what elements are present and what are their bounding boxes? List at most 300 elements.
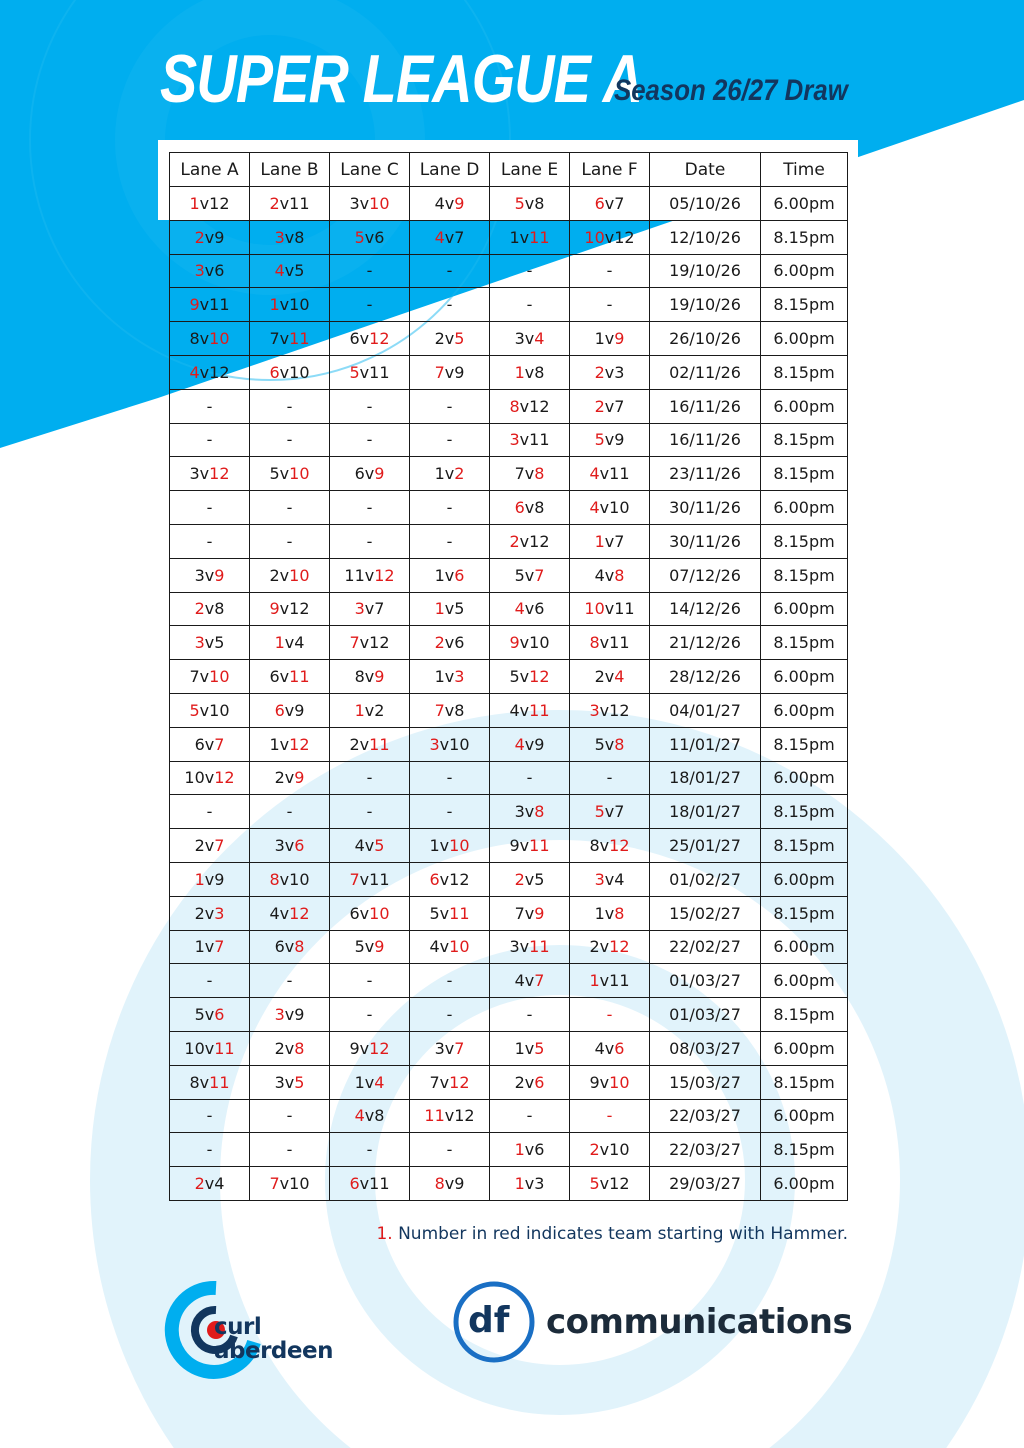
- team-a: 3: [274, 227, 285, 247]
- team-b: 5: [294, 1072, 305, 1092]
- team-a: 1: [269, 295, 280, 315]
- cell-lane-f: [570, 1031, 650, 1065]
- team-b: 12: [529, 531, 550, 551]
- cell-lane-f: [570, 1133, 650, 1167]
- team-a: 2: [194, 599, 205, 619]
- team-b: 7: [214, 937, 225, 957]
- versus: v: [524, 1140, 535, 1160]
- team-a: 5: [189, 700, 200, 720]
- cell-time: 8.15pm: [761, 626, 848, 660]
- cell-lane-d: [410, 322, 490, 356]
- team-a: 6: [349, 329, 360, 349]
- team-a: 1: [429, 836, 440, 856]
- empty-fixture: -: [526, 295, 533, 315]
- team-a: 1: [434, 464, 445, 484]
- team-a: 7: [349, 633, 360, 653]
- cell-lane-f: [570, 389, 650, 423]
- versus: v: [279, 599, 290, 619]
- versus: v: [279, 869, 290, 889]
- empty-fixture: -: [606, 1005, 613, 1025]
- team-b: 4: [614, 667, 625, 687]
- versus: v: [284, 633, 295, 653]
- team-a: 1: [589, 971, 600, 991]
- team-a: 6: [349, 903, 360, 923]
- team-a: 1: [514, 362, 525, 382]
- empty-fixture: -: [286, 1106, 293, 1126]
- versus: v: [524, 869, 535, 889]
- cell-lane-e: [490, 524, 570, 558]
- cell-lane-d: [410, 491, 490, 525]
- cell-lane-c: [330, 524, 410, 558]
- team-b: 10: [209, 329, 230, 349]
- cell-lane-c: [330, 761, 410, 795]
- table-body: [170, 187, 848, 1201]
- team-b: 12: [289, 734, 310, 754]
- versus: v: [204, 261, 215, 281]
- table-row: [170, 829, 848, 863]
- versus: v: [204, 768, 215, 788]
- cell-lane-d: [410, 660, 490, 694]
- cell-lane-f: [570, 491, 650, 525]
- cell-lane-b: [250, 964, 330, 998]
- empty-fixture: -: [206, 1140, 213, 1160]
- team-a: 2: [434, 329, 445, 349]
- team-b: 10: [289, 295, 310, 315]
- empty-fixture: -: [446, 498, 453, 518]
- empty-fixture: -: [446, 295, 453, 315]
- cell-lane-c: [330, 322, 410, 356]
- table-row: [170, 862, 848, 896]
- cell-date: 11/01/27: [650, 727, 761, 761]
- team-a: 3: [354, 599, 365, 619]
- header-lane-e: Lane E: [490, 153, 570, 187]
- team-a: 5: [349, 362, 360, 382]
- team-a: 2: [269, 565, 280, 585]
- team-a: 9: [589, 1072, 600, 1092]
- versus: v: [204, 903, 215, 923]
- versus: v: [524, 734, 535, 754]
- cell-lane-e: [490, 1133, 570, 1167]
- cell-time: 8.15pm: [761, 558, 848, 592]
- team-a: 10: [584, 599, 605, 619]
- versus: v: [604, 227, 615, 247]
- versus: v: [284, 227, 295, 247]
- empty-fixture: -: [446, 430, 453, 450]
- versus: v: [519, 430, 530, 450]
- table-row: [170, 322, 848, 356]
- team-a: 2: [514, 869, 525, 889]
- versus: v: [439, 836, 450, 856]
- cell-date: 22/03/27: [650, 1133, 761, 1167]
- cell-lane-d: [410, 254, 490, 288]
- empty-fixture: -: [366, 768, 373, 788]
- versus: v: [444, 1106, 455, 1126]
- header-lane-f: Lane F: [570, 153, 650, 187]
- team-a: 4: [514, 971, 525, 991]
- team-b: 8: [534, 464, 545, 484]
- cell-lane-d: [410, 524, 490, 558]
- cell-lane-a: [170, 964, 250, 998]
- versus: v: [204, 633, 215, 653]
- team-a: 1: [594, 903, 605, 923]
- team-a: 7: [429, 1072, 440, 1092]
- versus: v: [199, 295, 210, 315]
- empty-fixture: -: [286, 430, 293, 450]
- versus: v: [599, 498, 610, 518]
- cell-lane-f: [570, 727, 650, 761]
- versus: v: [204, 227, 215, 247]
- cell-lane-c: [330, 896, 410, 930]
- team-b: 11: [609, 464, 630, 484]
- versus: v: [364, 227, 375, 247]
- table-row: [170, 964, 848, 998]
- cell-lane-e: [490, 964, 570, 998]
- table-row: [170, 727, 848, 761]
- cell-lane-b: [250, 795, 330, 829]
- team-b: 8: [534, 498, 545, 518]
- df-communications-logo: [452, 1280, 852, 1370]
- cell-lane-e: [490, 1065, 570, 1099]
- cell-lane-f: [570, 930, 650, 964]
- cell-lane-c: [330, 829, 410, 863]
- versus: v: [599, 971, 610, 991]
- team-b: 9: [294, 768, 305, 788]
- team-b: 11: [529, 227, 550, 247]
- versus: v: [359, 633, 370, 653]
- cell-lane-c: [330, 288, 410, 322]
- cell-lane-b: [250, 896, 330, 930]
- team-b: 10: [449, 734, 470, 754]
- cell-lane-e: [490, 220, 570, 254]
- team-a: 3: [274, 836, 285, 856]
- cell-lane-e: [490, 795, 570, 829]
- cell-time: 6.00pm: [761, 1167, 848, 1201]
- team-b: 12: [214, 768, 235, 788]
- cell-lane-e: [490, 829, 570, 863]
- team-a: 8: [509, 396, 520, 416]
- cell-lane-f: [570, 1065, 650, 1099]
- cell-lane-f: [570, 660, 650, 694]
- cell-time: 8.15pm: [761, 457, 848, 491]
- versus: v: [204, 937, 215, 957]
- cell-date: 22/02/27: [650, 930, 761, 964]
- versus: v: [279, 464, 290, 484]
- versus: v: [439, 1072, 450, 1092]
- versus: v: [524, 903, 535, 923]
- team-b: 10: [369, 903, 390, 923]
- cell-lane-f: [570, 761, 650, 795]
- cell-time: 6.00pm: [761, 1031, 848, 1065]
- versus: v: [204, 836, 215, 856]
- versus: v: [439, 937, 450, 957]
- team-a: 1: [189, 193, 200, 213]
- versus: v: [604, 362, 615, 382]
- cell-date: 05/10/26: [650, 187, 761, 221]
- versus: v: [279, 362, 290, 382]
- versus: v: [359, 329, 370, 349]
- team-a: 11: [424, 1106, 445, 1126]
- team-b: 11: [289, 193, 310, 213]
- cell-lane-b: [250, 930, 330, 964]
- cell-lane-c: [330, 558, 410, 592]
- table-row: [170, 998, 848, 1032]
- versus: v: [199, 1072, 210, 1092]
- team-a: 4: [269, 903, 280, 923]
- cell-lane-d: [410, 795, 490, 829]
- versus: v: [279, 667, 290, 687]
- team-b: 7: [614, 531, 625, 551]
- team-b: 10: [609, 498, 630, 518]
- versus: v: [604, 734, 615, 754]
- cell-date: 19/10/26: [650, 254, 761, 288]
- cell-lane-e: [490, 457, 570, 491]
- versus: v: [604, 565, 615, 585]
- team-b: 8: [534, 802, 545, 822]
- team-b: 8: [214, 599, 225, 619]
- team-b: 10: [369, 193, 390, 213]
- cell-lane-b: [250, 187, 330, 221]
- df-mark: df: [468, 1300, 510, 1341]
- team-b: 10: [209, 700, 230, 720]
- footnote-text: Number in red indicates team starting with Hammer.: [398, 1224, 848, 1244]
- team-b: 7: [454, 1038, 465, 1058]
- empty-fixture: -: [286, 802, 293, 822]
- cell-date: 21/12/26: [650, 626, 761, 660]
- empty-fixture: -: [366, 498, 373, 518]
- cell-date: 16/11/26: [650, 423, 761, 457]
- team-a: 8: [269, 869, 280, 889]
- team-b: 11: [369, 362, 390, 382]
- page-title: SUPER LEAGUE A: [160, 41, 643, 117]
- cell-lane-d: [410, 423, 490, 457]
- team-b: 8: [294, 937, 305, 957]
- team-a: 5: [589, 1174, 600, 1193]
- cell-lane-b: [250, 220, 330, 254]
- team-b: 11: [369, 734, 390, 754]
- team-a: 3: [349, 193, 360, 213]
- team-a: 5: [594, 802, 605, 822]
- versus: v: [599, 836, 610, 856]
- versus: v: [524, 599, 535, 619]
- team-a: 4: [514, 734, 525, 754]
- table-row: [170, 389, 848, 423]
- table-row: [170, 660, 848, 694]
- cell-lane-f: [570, 829, 650, 863]
- cell-lane-a: [170, 254, 250, 288]
- team-b: 10: [289, 362, 310, 382]
- table-row: [170, 457, 848, 491]
- empty-fixture: -: [606, 295, 613, 315]
- team-b: 4: [534, 329, 545, 349]
- cell-lane-d: [410, 220, 490, 254]
- team-a: 3: [589, 700, 600, 720]
- cell-lane-b: [250, 693, 330, 727]
- versus: v: [284, 1038, 295, 1058]
- team-a: 2: [194, 836, 205, 856]
- cell-time: 8.15pm: [761, 524, 848, 558]
- team-b: 12: [449, 1072, 470, 1092]
- empty-fixture: -: [526, 1106, 533, 1126]
- cell-date: 29/03/27: [650, 1167, 761, 1201]
- team-b: 7: [534, 565, 545, 585]
- team-b: 2: [454, 464, 465, 484]
- cell-lane-f: [570, 964, 650, 998]
- cell-lane-e: [490, 491, 570, 525]
- team-b: 4: [374, 1072, 385, 1092]
- versus: v: [599, 937, 610, 957]
- team-b: 9: [374, 667, 385, 687]
- cell-lane-f: [570, 220, 650, 254]
- empty-fixture: -: [526, 261, 533, 281]
- team-b: 12: [209, 464, 230, 484]
- team-b: 7: [214, 734, 225, 754]
- team-a: 1: [194, 869, 205, 889]
- empty-fixture: -: [526, 768, 533, 788]
- cell-lane-e: [490, 727, 570, 761]
- empty-fixture: -: [446, 971, 453, 991]
- cell-lane-d: [410, 896, 490, 930]
- cell-lane-f: [570, 795, 650, 829]
- team-a: 3: [434, 1038, 445, 1058]
- cell-lane-c: [330, 1031, 410, 1065]
- team-a: 6: [354, 464, 365, 484]
- empty-fixture: -: [366, 295, 373, 315]
- team-b: 11: [369, 869, 390, 889]
- cell-lane-e: [490, 930, 570, 964]
- cell-lane-c: [330, 254, 410, 288]
- cell-time: 8.15pm: [761, 1133, 848, 1167]
- team-a: 1: [434, 667, 445, 687]
- cell-lane-b: [250, 592, 330, 626]
- versus: v: [204, 734, 215, 754]
- team-a: 1: [434, 565, 445, 585]
- cell-lane-d: [410, 187, 490, 221]
- cell-lane-e: [490, 254, 570, 288]
- cell-lane-c: [330, 998, 410, 1032]
- team-a: 2: [594, 667, 605, 687]
- team-b: 5: [534, 869, 545, 889]
- versus: v: [204, 599, 215, 619]
- cell-lane-c: [330, 389, 410, 423]
- versus: v: [604, 531, 615, 551]
- empty-fixture: -: [206, 971, 213, 991]
- cell-lane-d: [410, 930, 490, 964]
- cell-date: 01/03/27: [650, 998, 761, 1032]
- cell-lane-c: [330, 491, 410, 525]
- cell-date: 28/12/26: [650, 660, 761, 694]
- versus: v: [604, 599, 615, 619]
- team-b: 9: [374, 937, 385, 957]
- team-b: 12: [449, 869, 470, 889]
- cell-time: 6.00pm: [761, 761, 848, 795]
- team-a: 2: [274, 768, 285, 788]
- team-b: 5: [214, 633, 225, 653]
- cell-lane-d: [410, 457, 490, 491]
- versus: v: [604, 869, 615, 889]
- versus: v: [444, 329, 455, 349]
- versus: v: [364, 700, 375, 720]
- cell-lane-c: [330, 795, 410, 829]
- cell-lane-b: [250, 457, 330, 491]
- cell-date: 07/12/26: [650, 558, 761, 592]
- table-row: [170, 1167, 848, 1201]
- team-a: 9: [269, 599, 280, 619]
- team-b: 6: [614, 1038, 625, 1058]
- team-b: 12: [614, 227, 635, 247]
- versus: v: [519, 836, 530, 856]
- cell-lane-c: [330, 964, 410, 998]
- team-a: 8: [589, 836, 600, 856]
- empty-fixture: -: [286, 498, 293, 518]
- team-a: 1: [514, 1174, 525, 1193]
- team-b: 7: [614, 802, 625, 822]
- team-b: 8: [614, 565, 625, 585]
- table-row: [170, 592, 848, 626]
- versus: v: [444, 464, 455, 484]
- cell-date: 15/02/27: [650, 896, 761, 930]
- cell-lane-b: [250, 524, 330, 558]
- versus: v: [604, 193, 615, 213]
- team-a: 5: [594, 430, 605, 450]
- cell-lane-d: [410, 1099, 490, 1133]
- versus: v: [284, 1005, 295, 1025]
- team-a: 1: [354, 1072, 365, 1092]
- cell-lane-a: [170, 220, 250, 254]
- cell-lane-c: [330, 187, 410, 221]
- team-b: 7: [374, 599, 385, 619]
- cell-lane-b: [250, 660, 330, 694]
- cell-time: 6.00pm: [761, 693, 848, 727]
- versus: v: [524, 193, 535, 213]
- cell-lane-b: [250, 254, 330, 288]
- empty-fixture: -: [446, 396, 453, 416]
- versus: v: [359, 903, 370, 923]
- versus: v: [519, 531, 530, 551]
- team-a: 7: [269, 1174, 280, 1193]
- cell-lane-b: [250, 389, 330, 423]
- team-b: 6: [534, 1140, 545, 1160]
- cell-lane-b: [250, 727, 330, 761]
- cell-lane-c: [330, 457, 410, 491]
- team-b: 2: [374, 700, 385, 720]
- table-row: [170, 1065, 848, 1099]
- empty-fixture: -: [206, 531, 213, 551]
- team-b: 7: [214, 836, 225, 856]
- team-b: 8: [614, 903, 625, 923]
- team-b: 12: [609, 1174, 630, 1193]
- team-a: 8: [189, 329, 200, 349]
- table-row: [170, 187, 848, 221]
- team-a: 8: [434, 1174, 445, 1193]
- cell-time: 8.15pm: [761, 423, 848, 457]
- cell-lane-b: [250, 1133, 330, 1167]
- versus: v: [444, 1174, 455, 1193]
- table-row: [170, 524, 848, 558]
- versus: v: [284, 261, 295, 281]
- cell-lane-a: [170, 795, 250, 829]
- team-a: 1: [594, 329, 605, 349]
- team-a: 1: [274, 633, 285, 653]
- team-a: 3: [514, 802, 525, 822]
- team-a: 5: [514, 193, 525, 213]
- cell-lane-f: [570, 254, 650, 288]
- versus: v: [199, 193, 210, 213]
- versus: v: [279, 193, 290, 213]
- cell-time: 8.15pm: [761, 1065, 848, 1099]
- versus: v: [279, 1174, 290, 1193]
- table-row: [170, 491, 848, 525]
- team-b: 10: [449, 836, 470, 856]
